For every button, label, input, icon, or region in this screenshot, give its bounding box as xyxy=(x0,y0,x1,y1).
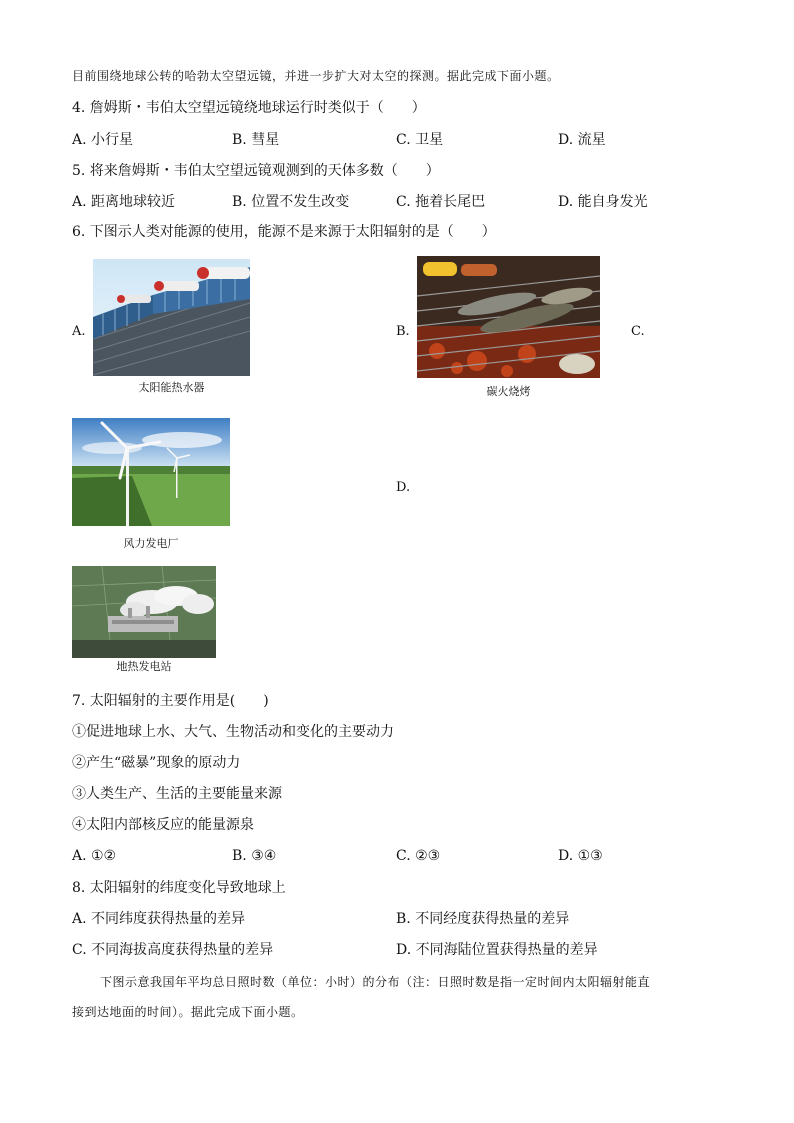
q8-option-c[interactable]: C. 不同海拔高度获得热量的差异 xyxy=(72,942,274,958)
intro-text: 目前围绕地球公转的哈勃太空望远镜，并进一步扩大对太空的探测。据此完成下面小题。 xyxy=(72,69,560,83)
question-5-stem: 5. 将来詹姆斯・韦伯太空望远镜观测到的天体多数（ ） xyxy=(72,163,440,179)
q5-option-b[interactable]: B. 位置不发生改变 xyxy=(232,194,350,210)
caption-charcoal-barbecue: 碳火烧烤 xyxy=(486,385,531,398)
q4-option-d[interactable]: D. 流星 xyxy=(558,132,606,148)
question-7-stem: 7. 太阳辐射的主要作用是( ) xyxy=(72,693,269,709)
q8-option-a[interactable]: A. 不同纬度获得热量的差异 xyxy=(72,911,246,927)
q8-option-b[interactable]: B. 不同经度获得热量的差异 xyxy=(396,911,570,927)
q7-item-2: ②产生“磁暴”现象的原动力 xyxy=(72,755,241,771)
q6-option-c-label[interactable]: C. xyxy=(631,324,645,339)
geothermal-power-station-image xyxy=(72,566,216,658)
caption-geothermal-power-station: 地热发电站 xyxy=(116,660,172,673)
caption-solar-water-heater: 太阳能热水器 xyxy=(138,381,205,394)
q5-option-d[interactable]: D. 能自身发光 xyxy=(558,194,648,210)
q7-option-a[interactable]: A. ①② xyxy=(72,848,117,864)
q7-item-1: ①促进地球上水、大气、生物活动和变化的主要动力 xyxy=(72,724,394,740)
q7-option-b[interactable]: B. ③④ xyxy=(232,848,277,864)
caption-wind-farm: 风力发电厂 xyxy=(123,537,179,550)
q4-option-a[interactable]: A. 小行星 xyxy=(72,132,134,148)
q6-option-b-label[interactable]: B. xyxy=(396,324,410,339)
closing-line-1: 下图示意我国年平均总日照时数（单位：小时）的分布（注：日照时数是指一定时间内太阳辐射能直 xyxy=(100,975,651,989)
q4-option-c[interactable]: C. 卫星 xyxy=(396,132,444,148)
q7-item-3: ③人类生产、生活的主要能量来源 xyxy=(72,786,282,802)
q5-option-c[interactable]: C. 拖着长尾巴 xyxy=(396,194,486,210)
solar-water-heater-image xyxy=(93,259,250,376)
q6-option-d-label[interactable]: D. xyxy=(396,480,411,495)
question-6-stem: 6. 下图示人类对能源的使用，能源不是来源于太阳辐射的是（ ） xyxy=(72,224,496,240)
q8-option-d[interactable]: D. 不同海陆位置获得热量的差异 xyxy=(396,942,598,958)
q4-option-b[interactable]: B. 彗星 xyxy=(232,132,280,148)
q7-item-4: ④太阳内部核反应的能量源泉 xyxy=(72,817,254,833)
q7-option-d[interactable]: D. ①③ xyxy=(558,848,603,864)
question-4-stem: 4. 詹姆斯・韦伯太空望远镜绕地球运行时类似于（ ） xyxy=(72,100,426,116)
wind-farm-image xyxy=(72,418,230,526)
q7-option-c[interactable]: C. ②③ xyxy=(396,848,441,864)
charcoal-barbecue-image xyxy=(417,256,600,378)
q6-option-a-label[interactable]: A. xyxy=(72,324,86,339)
closing-line-2: 接到达地面的时间）。据此完成下面小题。 xyxy=(72,1005,304,1019)
q5-option-a[interactable]: A. 距离地球较近 xyxy=(72,194,176,210)
question-8-stem: 8. 太阳辐射的纬度变化导致地球上 xyxy=(72,880,286,896)
